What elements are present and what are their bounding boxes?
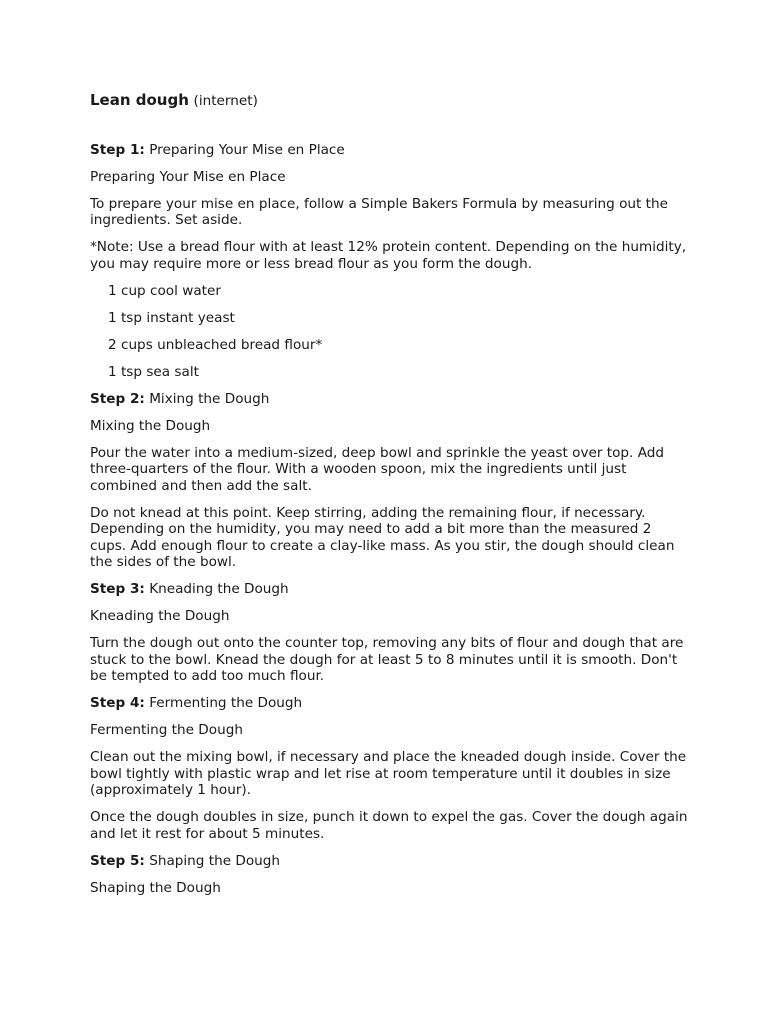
ingredient-item: 2 cups unbleached bread flour* bbox=[108, 336, 323, 353]
step-subheading: Mixing the Dough bbox=[90, 417, 211, 434]
step-subheading: Kneading the Dough bbox=[90, 608, 230, 624]
ingredient-list bbox=[90, 283, 690, 381]
document-title bbox=[90, 92, 690, 110]
step-heading bbox=[90, 142, 690, 159]
step-label: Step 3: bbox=[90, 581, 145, 597]
step-5 bbox=[90, 853, 690, 897]
ingredient-item: 1 cup cool water bbox=[108, 282, 221, 299]
step-subheading: Shaping the Dough bbox=[90, 879, 221, 896]
step-2 bbox=[90, 391, 690, 571]
step-heading bbox=[90, 695, 690, 712]
step-4 bbox=[90, 695, 690, 842]
step-paragraph: Once the dough doubles in size, punch it down to expel the gas. Cover the dough again and let it rest for about 5 minutes. bbox=[90, 809, 688, 842]
step-title: Shaping the Dough bbox=[149, 852, 281, 869]
step-subheading: Preparing Your Mise en Place bbox=[90, 168, 286, 185]
ingredient-item: 1 tsp sea salt bbox=[108, 363, 199, 380]
step-paragraph: Do not knead at this point. Keep stirring, adding the remaining flour, if necessary. Depending on the humidity, you may need to add a bit more than the measured 2 cups. Add enough flour to create a clay-like mass. As you stir, the dough should clean the sides of the bowl. bbox=[90, 504, 675, 570]
step-note: *Note: Use a bread flour with at least 12% protein content. Depending on the humidity, you may require more or less bread flour as you form the dough. bbox=[90, 239, 687, 272]
step-subheading: Fermenting the Dough bbox=[90, 722, 243, 738]
title-suffix: (internet) bbox=[193, 93, 258, 109]
step-paragraph: Turn the dough out onto the counter top, removing any bits of flour and dough that are stuck to the bowl. Knead the dough for at least 5 to 8 minutes until it is smooth. Don't be tempted to add too much flour. bbox=[90, 635, 684, 684]
step-paragraph: Pour the water into a medium-sized, deep bowl and sprinkle the yeast over top. Add three-quarters of the flour. With a wooden spoon, mix the ingredients until just combined and then add the salt. bbox=[90, 444, 665, 494]
document-page bbox=[90, 92, 690, 907]
step-1 bbox=[90, 142, 690, 381]
step-heading bbox=[90, 581, 690, 598]
step-title: Mixing the Dough bbox=[149, 390, 270, 407]
step-title: Preparing Your Mise en Place bbox=[149, 141, 345, 158]
step-label: Step 4: bbox=[90, 695, 145, 711]
step-label: Step 2: bbox=[90, 390, 145, 407]
ingredient-item: 1 tsp instant yeast bbox=[108, 309, 235, 326]
step-label: Step 1: bbox=[90, 141, 145, 158]
step-title: Kneading the Dough bbox=[149, 581, 289, 597]
step-3 bbox=[90, 581, 690, 685]
step-heading bbox=[90, 853, 690, 870]
step-label: Step 5: bbox=[90, 852, 145, 869]
step-paragraph: To prepare your mise en place, follow a Simple Bakers Formula by measuring out the ingredients. Set aside. bbox=[90, 195, 668, 228]
step-title: Fermenting the Dough bbox=[149, 695, 303, 711]
step-paragraph: Clean out the mixing bowl, if necessary and place the kneaded dough inside. Cover the bowl tightly with plastic wrap and let rise at room temperature until it doubles in size (approximately 1 hour). bbox=[90, 749, 687, 798]
title-text: Lean dough bbox=[90, 91, 189, 109]
step-heading bbox=[90, 391, 690, 408]
